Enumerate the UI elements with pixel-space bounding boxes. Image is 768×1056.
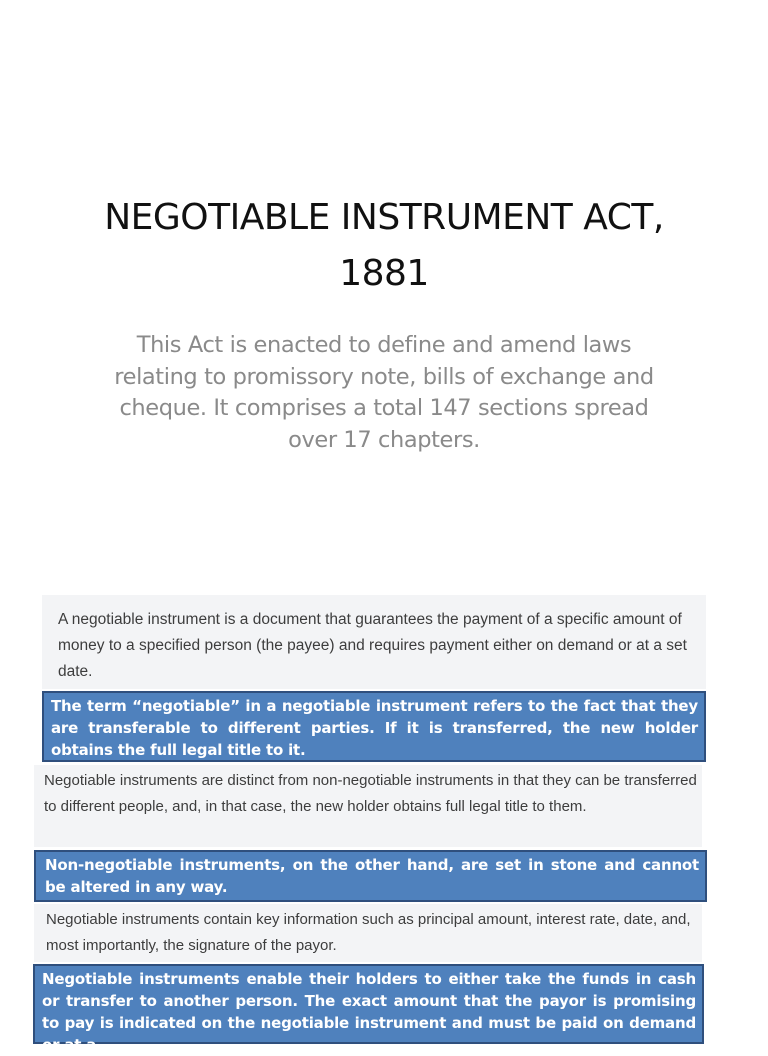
distinction-paragraph: Negotiable instruments are distinct from non-negotiable instruments in that they can be transferred to different people, and, in that case, the new holder obtains full legal title to them.	[34, 765, 702, 847]
negotiable-term-callout: The term “negotiable” in a negotiable instrument refers to the fact that they are transferable to different parties. If it is transferred, the new holder obtains the full legal title to it.	[42, 691, 706, 762]
enable-holders-callout: Negotiable instruments enable their holders to either take the funds in cash or transfer to another person. The exact amount that the payor is promising to pay is indicated on the negotiable instrument and must be paid on demand or at a	[33, 964, 704, 1044]
page-subtitle: This Act is enacted to define and amend laws relating to promissory note, bills of exchange and cheque. It comprises a total 147 sections spread over 17 chapters.	[114, 332, 654, 453]
key-information-paragraph: Negotiable instruments contain key information such as principal amount, interest rate, date, and, most importantly, the signature of the payor.	[34, 904, 702, 962]
page-title	[40, 190, 728, 302]
title-line-2: 1881	[339, 253, 429, 294]
title-line-1: NEGOTIABLE INSTRUMENT ACT,	[104, 197, 664, 238]
definition-paragraph: A negotiable instrument is a document that guarantees the payment of a specific amount of money to a specified person (the payee) and requires payment either on demand or at a set date.	[42, 595, 706, 689]
non-negotiable-callout: Non-negotiable instruments, on the other hand, are set in stone and cannot be altered in any way.	[34, 850, 707, 902]
